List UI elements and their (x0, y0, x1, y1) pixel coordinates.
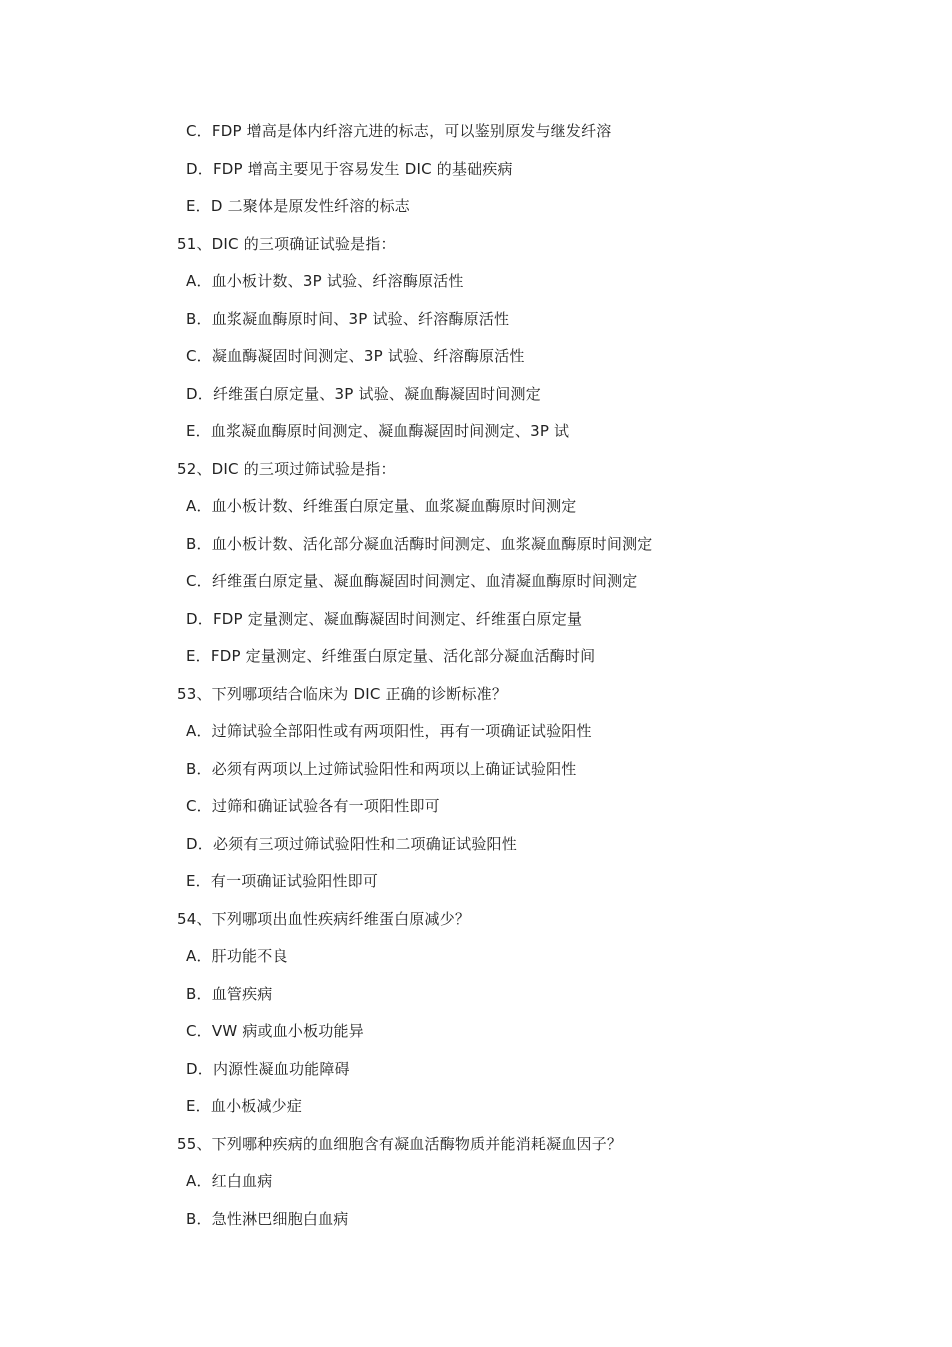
answer-option: B．血小板计数、活化部分凝血活酶时间测定、血浆凝血酶原时间测定 (186, 535, 653, 553)
answer-option: D．FDP 定量测定、凝血酶凝固时间测定、纤维蛋白原定量 (186, 610, 583, 628)
answer-option: E．血小板减少症 (186, 1097, 303, 1115)
answer-option: A．过筛试验全部阳性或有两项阳性，再有一项确证试验阳性 (186, 722, 592, 740)
answer-option: B．血浆凝血酶原时间、3P 试验、纤溶酶原活性 (186, 310, 510, 328)
answer-option: C．凝血酶凝固时间测定、3P 试验、纤溶酶原活性 (186, 347, 525, 365)
answer-option: A．肝功能不良 (186, 947, 288, 965)
answer-option: C．VW 病或血小板功能异 (186, 1022, 364, 1040)
answer-option: C．纤维蛋白原定量、凝血酶凝固时间测定、血清凝血酶原时间测定 (186, 572, 638, 590)
answer-option: C．过筛和确证试验各有一项阳性即可 (186, 797, 440, 815)
question-heading: 54、下列哪项出血性疾病纤维蛋白原减少？ (177, 910, 471, 928)
answer-option: C．FDP 增高是体内纤溶亢进的标志，可以鉴别原发与继发纤溶 (186, 122, 612, 140)
question-heading: 53、下列哪项结合临床为 DIC 正确的诊断标准？ (177, 685, 508, 703)
answer-option: E．D 二聚体是原发性纤溶的标志 (186, 197, 410, 215)
question-heading: 55、下列哪种疾病的血细胞含有凝血活酶物质并能消耗凝血因子？ (177, 1135, 623, 1153)
question-heading: 52、DIC 的三项过筛试验是指： (177, 460, 396, 478)
answer-option: B．血管疾病 (186, 985, 273, 1003)
answer-option: D．必须有三项过筛试验阳性和二项确证试验阳性 (186, 835, 517, 853)
answer-option: B．急性淋巴细胞白血病 (186, 1210, 349, 1228)
answer-option: A．血小板计数、纤维蛋白原定量、血浆凝血酶原时间测定 (186, 497, 577, 515)
answer-option: B．必须有两项以上过筛试验阳性和两项以上确证试验阳性 (186, 760, 577, 778)
answer-option: A．血小板计数、3P 试验、纤溶酶原活性 (186, 272, 464, 290)
answer-option: E．有一项确证试验阳性即可 (186, 872, 379, 890)
question-heading: 51、DIC 的三项确证试验是指： (177, 235, 396, 253)
answer-option: D．纤维蛋白原定量、3P 试验、凝血酶凝固时间测定 (186, 385, 541, 403)
answer-option: D．内源性凝血功能障碍 (186, 1060, 350, 1078)
answer-option: E．FDP 定量测定、纤维蛋白原定量、活化部分凝血活酶时间 (186, 647, 596, 665)
answer-option: D．FDP 增高主要见于容易发生 DIC 的基础疾病 (186, 160, 513, 178)
answer-option: A．红白血病 (186, 1172, 273, 1190)
answer-option: E．血浆凝血酶原时间测定、凝血酶凝固时间测定、3P 试 (186, 422, 570, 440)
